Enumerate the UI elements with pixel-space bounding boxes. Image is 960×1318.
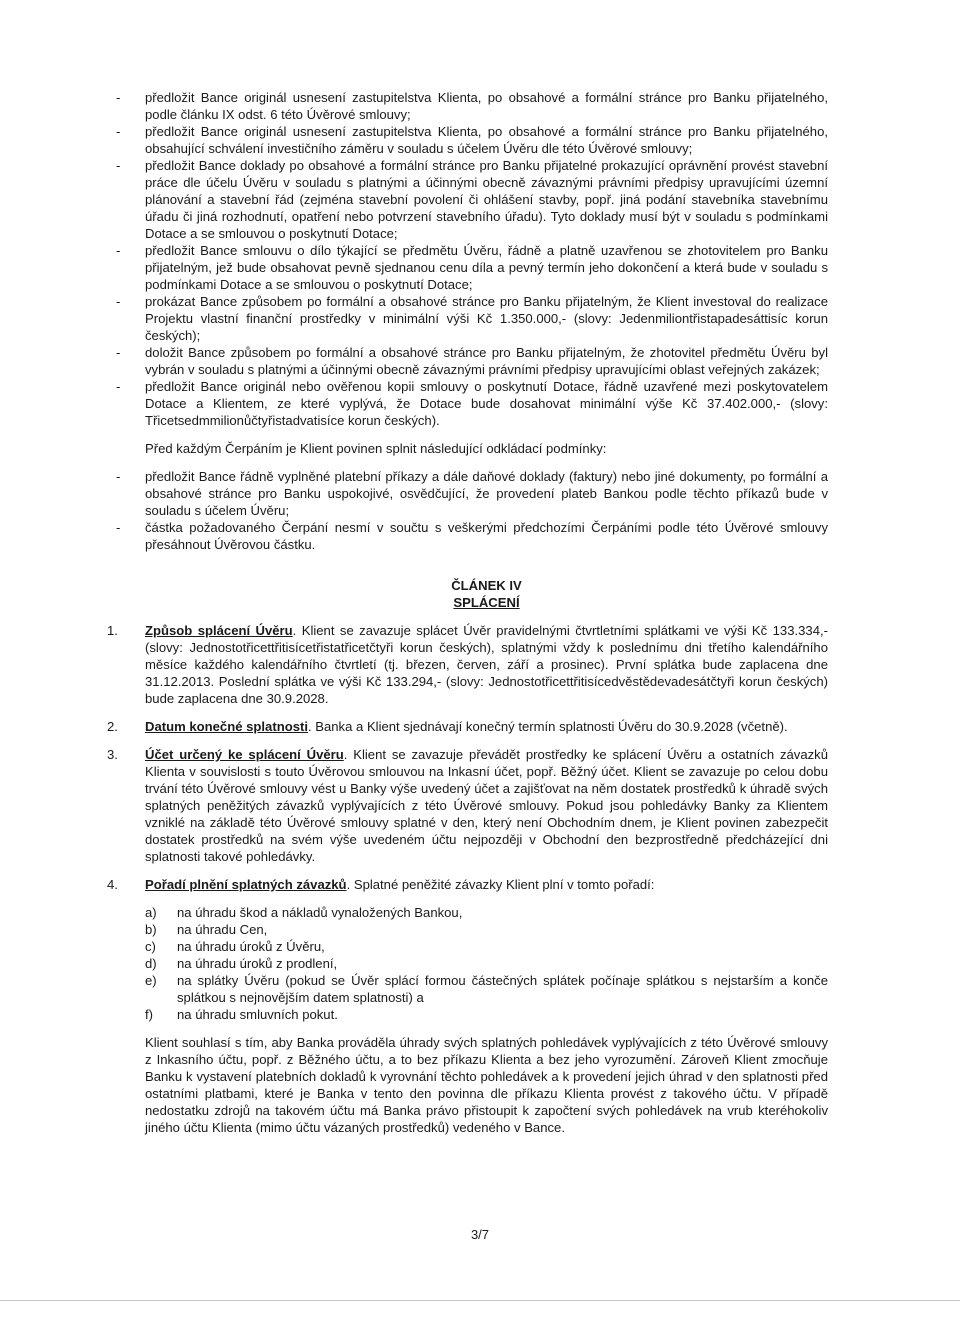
list-item: - prokázat Bance způsobem po formální a obsahové stránce pro Banku přijatelným, že Klient investoval do realizace Projektu vlastní finanční prostředky v minimální výši Kč 1.350.000,- (slovy: Jedenmiliontřistapadesáttisíc korun českých); [116,294,828,343]
page-number: 3/7 [470,1227,490,1242]
list-item: e) na splátky Úvěru (pokud se Úvěr splácí formou částečných splátek počínaje splátkou s nejstarším a konče splátkou s nejnovějším datem splatnosti) a [145,973,828,1005]
each-draw-intro: Před každým Čerpáním je Klient povinen splnit následující odkládací podmínky: [145,441,607,456]
conditions-list-draw [116,468,828,553]
payment-order-list [145,904,828,1023]
list-item: - částka požadovaného Čerpání nesmí v součtu s veškerými předchozími Čerpáními podle této Úvěrové smlouvy přesáhnout Úvěrovou částku. [116,520,828,552]
list-item: b) na úhradu Cen, [145,922,268,937]
list-item: - předložit Bance originál nebo ověřenou kopii smlouvy o poskytnutí Dotace, řádně uzavřené mezi poskytovatelem Dotace a Klientem, ze které vyplývá, že Dotace bude dosahovat minimální výše Kč 37.402.000,- (slovy: Třicetsedmmilionůčtyřistadvatisíce korun českých). [116,379,828,428]
list-item: - předložit Bance smlouvu o dílo týkající se předmětu Úvěru, řádně a platně uzavřenou se zhotovitelem pro Banku přijatelným, jež bude obsahovat pevně sjednanou cenu díla a pevný termín jeho dokončení a která bude v souladu s podmínkami Dotace a se smlouvou o poskytnutí Dotace; [116,243,828,292]
list-item: - doložit Bance způsobem po formální a obsahové stránce pro Banku přijatelným, že zhotovitel předmětu Úvěru byl vybrán v souladu s platnými a účinnými obecně závaznými právními předpisy upravujícími oblast veřejných zakázek; [116,345,828,377]
document-body [107,89,828,1136]
clause-1: 1. Způsob splácení Úvěru. Klient se zavazuje splácet Úvěr pravidelnými čtvrtletními splátkami ve výši Kč 133.334,- (slovy: Jednostotřicettřitisícetřistatřicetčtyři korun českých), splatnými vždy k poslednímu dni třetího kalendářního měsíce každého kalendářního čtvrtletí (tj. březen, červen, září a prosinec). První splátka bude zaplacena dne 31.12.2013. Poslední splátka ve výši Kč 133.294,- (slovy: Jednostotřicettřitisícedvěstědevadesátčtyři korun českých) bude zaplacena dne 30.9.2028. [107,623,828,706]
article-number: ČLÁNEK IV [451,578,522,593]
article-title: SPLÁCENÍ [453,595,520,610]
clause-3: 3. Účet určený ke splácení Úvěru. Klient se zavazuje převádět prostředky ke splácení Úvěru a ostatních závazků Klienta v souvislosti s touto Úvěrovou smlouvou na Inkasní účet, popř. Běžný účet. Klient se zavazuje po celou dobu trvání této Úvěrové smlouvy vést u Banky výše uvedený účet a zajišťovat na něm dostatek prostředků k úhradě svých splatných peněžitých závazků vyplývajících z této Úvěrové smlouvy. Pokud jsou pohledávky Banky za Klientem vzniklé na základě této Úvěrové smlouvy splatné v den, který není Obchodním dnem, je Klient povinen zabezpečit dostatek prostředků na svém výše uvedeném účtu nejpozději v Obchodní den bezprostředně předcházející dni splatnosti takové pohledávky. [107,747,828,864]
final-paragraph: Klient souhlasí s tím, aby Banka prováděla úhrady svých splatných pohledávek vyplývajících z této Úvěrové smlouvy z Inkasního účtu, popř. z Běžného účtu, a to bez příkazu Klienta a bez jeho vyrozumění. Zároveň Klient zmocňuje Banku k vystavení platebních dokladů k vyrovnání těchto pohledávek a k provedení jejich úhrad v den splatnosti před ostatními platbami, které je Banka v tento den povinna dle příkazu Klienta provést z takového účtu. V případě nedostatku zdrojů na takovém účtu má Banka právo přistoupit k započtení svých pohledávek na vrub kteréhokoliv jiného účtu Klienta (mimo účtu vázaných prostředků) vedeného v Bance. [145,1035,828,1135]
list-item: - předložit Bance originál usnesení zastupitelstva Klienta, po obsahové a formální stránce pro Banku přijatelného, obsahující schválení investičního záměru v souladu s účelem Úvěru dle této Úvěrové smlouvy; [116,124,828,156]
list-item: f) na úhradu smluvních pokut. [145,1007,338,1022]
clause-4: 4. Pořadí plnění splatných závazků. Splatné peněžité závazky Klient plní v tomto pořadí: [107,877,655,892]
list-item: c) na úhradu úroků z Úvěru, [145,939,325,954]
conditions-list-first [116,89,828,429]
clause-2: 2. Datum konečné splatnosti. Banka a Klient sjednávají konečný termín splatnosti Úvěru do 30.9.2028 (včetně). [107,719,788,734]
list-item: a) na úhradu škod a nákladů vynaložených Bankou, [145,905,463,920]
list-item: d) na úhradu úroků z prodlení, [145,956,338,971]
list-item: - předložit Bance řádně vyplněné platební příkazy a dále daňové doklady (faktury) nebo jiné dokumenty, po formální a obsahové stránce pro Banku uspokojivé, osvědčující, že provedení plateb Bankou podle těchto příkazů bude v souladu s účelem Úvěru; [116,469,828,518]
bottom-divider [0,1300,960,1301]
list-item: - předložit Bance originál usnesení zastupitelstva Klienta, po obsahové a formální stránce pro Banku přijatelného, podle článku IX odst. 6 této Úvěrové smlouvy; [116,90,828,122]
list-item: - předložit Bance doklady po obsahové a formální stránce pro Banku přijatelné prokazující oprávnění provést stavební práce dle účelu Úvěru v souladu s platnými a účinnými obecně závaznými právními předpisy upravujícími územní plánování a stavební řád (zejména stavební povolení či ohlášení stavby, popř. jiná podání stavebníka stavebnímu úřadu či jiná rozhodnutí, opatření nebo potvrzení stavebního úřadu). Tyto doklady musí být v souladu s podmínkami Dotace a se smlouvou o poskytnutí Dotace; [116,158,828,241]
